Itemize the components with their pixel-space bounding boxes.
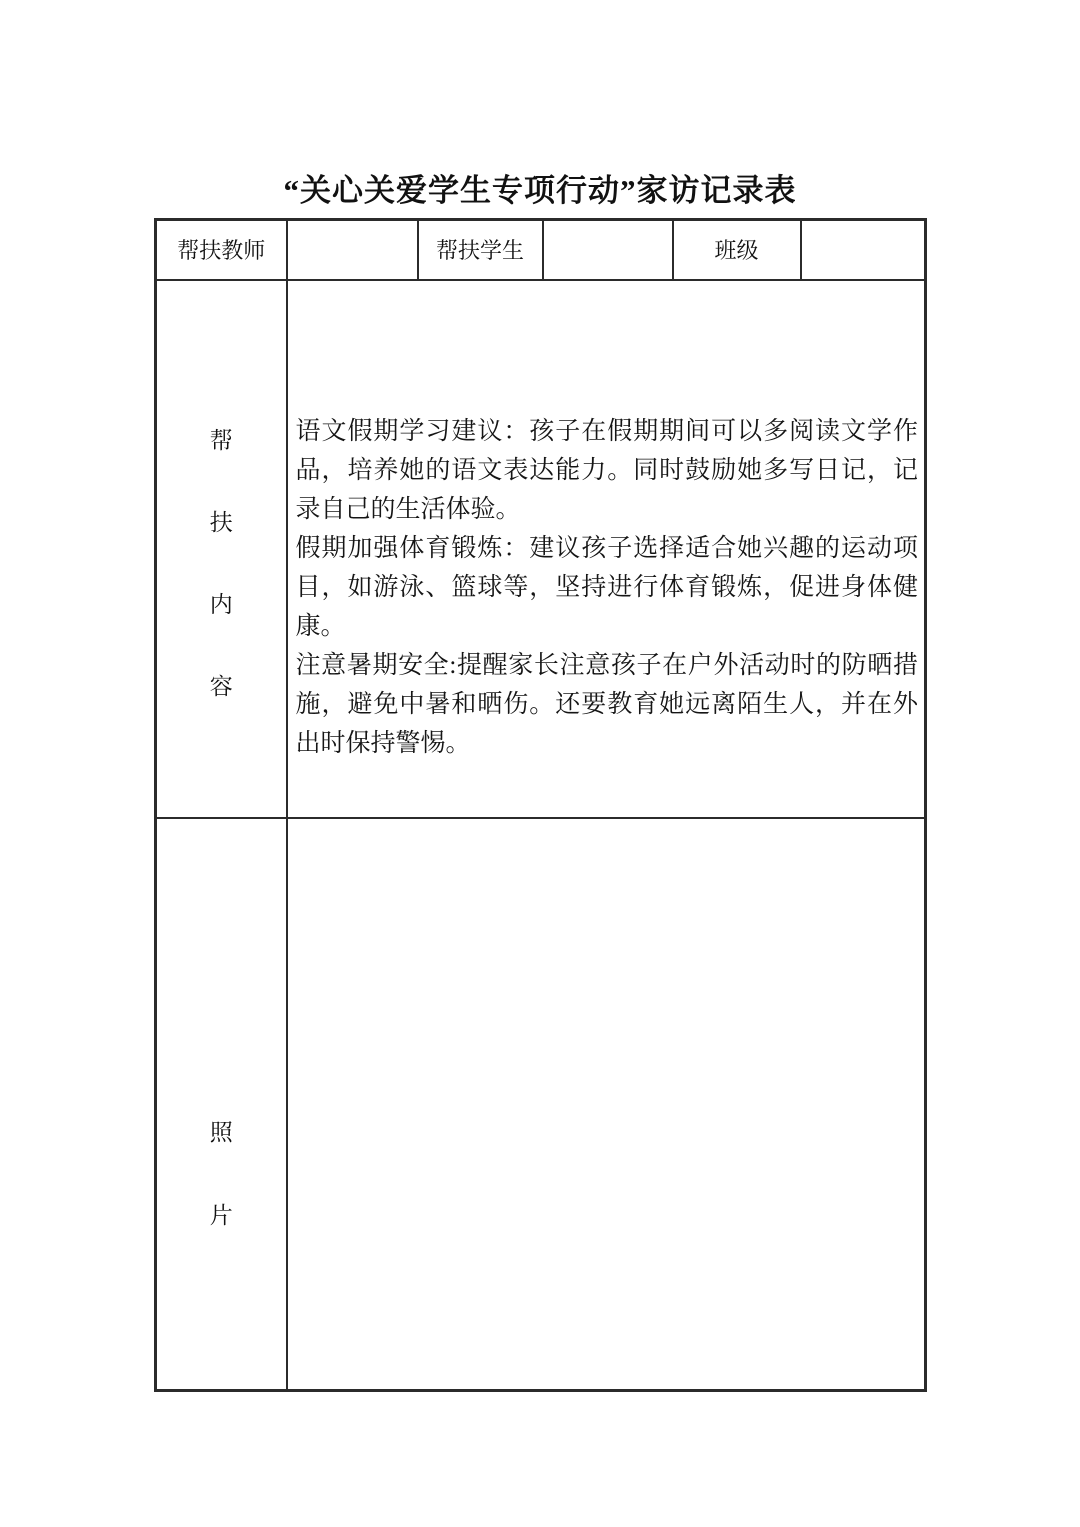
support-content-cell[interactable] <box>287 280 926 818</box>
support-content-label-cell <box>156 280 287 818</box>
photo-vertical-label <box>157 923 286 1285</box>
advice-paragraph-chinese-study: 语文假期学习建议：孩子在假期期间可以多阅读文学作品，培养她的语文表达能力。同时鼓励她多写日记，记录自己的生活体验。 <box>295 418 918 523</box>
document-title: “关心关爱学生专项行动”家访记录表 <box>283 173 797 208</box>
vertical-label-char: 内 <box>209 591 233 617</box>
advice-paragraph-exercise: 假期加强体育锻炼：建议孩子选择适合她兴趣的运动项目，如游泳、篮球等，坚持进行体育锻炼，促进身体健康。 <box>295 535 918 640</box>
support-content-text <box>288 334 925 763</box>
home-visit-record-table <box>154 218 927 1392</box>
header-row <box>156 220 926 280</box>
teacher-value-cell[interactable] <box>287 220 418 280</box>
student-value-cell[interactable] <box>543 220 673 280</box>
vertical-label-char: 扶 <box>209 509 233 535</box>
class-value-cell[interactable] <box>801 220 926 280</box>
photo-label-cell <box>156 818 287 1391</box>
student-label-cell: 帮扶学生 <box>418 220 543 280</box>
support-content-vertical-label <box>157 343 286 755</box>
vertical-label-char: 照 <box>209 1119 233 1145</box>
advice-paragraph-summer-safety: 注意暑期安全:提醒家长注意孩子在户外活动时的防晒措施，避免中暑和晒伤。还要教育她远离陌生人，并在外出时保持警惕。 <box>295 652 918 757</box>
class-label-cell: 班级 <box>673 220 801 280</box>
teacher-label-cell: 帮扶教师 <box>156 220 287 280</box>
photo-row <box>156 818 926 1391</box>
photo-content-cell[interactable] <box>287 818 926 1391</box>
support-content-row <box>156 280 926 818</box>
vertical-label-char: 帮 <box>209 427 233 453</box>
vertical-label-char: 容 <box>209 673 233 699</box>
vertical-label-char: 片 <box>209 1202 233 1228</box>
